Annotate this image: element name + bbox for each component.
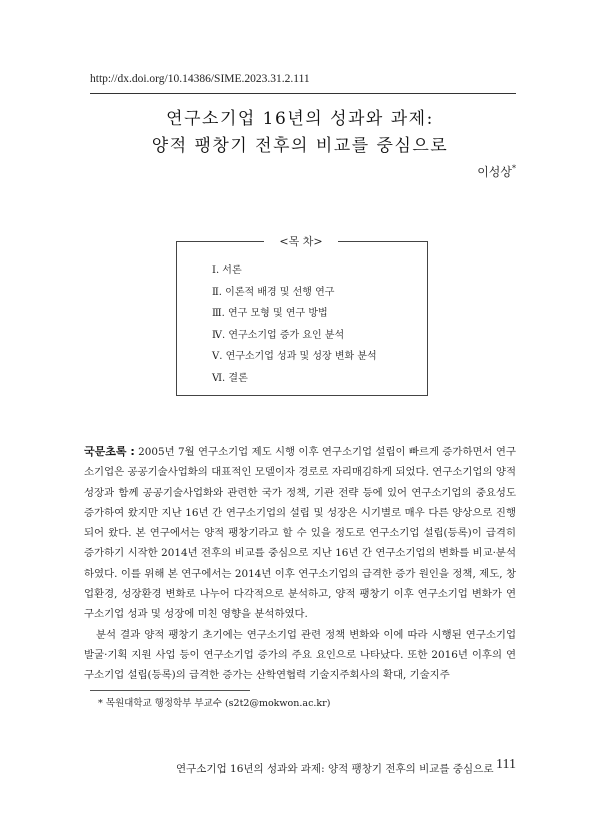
- toc-item: Ⅰ. 서론: [212, 265, 242, 276]
- toc-item: Ⅲ. 연구 모형 및 연구 방법: [212, 308, 328, 319]
- toc-heading: <목 차>: [264, 233, 338, 249]
- doi-link[interactable]: http://dx.doi.org/10.14386/SIME.2023.31.2.111: [90, 73, 310, 85]
- author: [477, 163, 516, 180]
- toc-item: Ⅳ. 연구소기업 증가 요인 분석: [212, 329, 345, 341]
- toc-list: [212, 264, 377, 393]
- toc-item: Ⅴ. 연구소기업 성과 및 성장 변화 분석: [212, 351, 377, 362]
- paper-title-line-1: 연구소기업 16년의 성과와 과제:: [166, 109, 434, 129]
- toc-item: Ⅱ. 이론적 배경 및 선행 연구: [212, 286, 335, 298]
- abstract-paragraph-1: [84, 442, 516, 625]
- paper-title-line-2: 양적 팽창기 전후의 비교를 중심으로: [151, 136, 449, 156]
- page-number: 111: [496, 757, 516, 772]
- author-footnote-mark: *: [512, 164, 516, 173]
- footnote-rule: [90, 690, 250, 691]
- running-footer-title: 연구소기업 16년의 성과와 과제: 양적 팽창기 전후의 비교를 중심으로: [176, 763, 494, 775]
- author-name: 이성상: [477, 165, 512, 179]
- korean-abstract: [84, 442, 516, 686]
- abstract-text-1: 2005년 7월 연구소기업 제도 시행 이후 연구소기업 설립이 빠르게 증가하면서 연구소기업은 공공기술사업화의 대표적인 모델이자 경로로 자리매김하게 되었다. 연구소기업의 양적 성장과 함께 공공기술사업화와 관련한 국가 정책, 기관 전략 등에 있어 연구소기업의 중요성도 증가하여 왔지만 지난 16년 간 연구소기업의 설립 및 성장은 시기별로 매우 다른 양상으로 진행되어 왔다. 본 연구에서는 양적 팽창기라고 할 수 있을 정도로 연구소기업 설립(등록)이 급격히 증가하기 시작한 2014년 전후의 비교를 중심으로 지난 16년 간 연구소기업의 변화를 비교·분석하였다. 이를 위해 본 연구에서는 2014년 이후 연구소기업의 급격한 증가 원인을 정책, 제도, 창업환경, 성장환경 변화로 나누어 다각적으로 분석하고, 양적 팽창기 이후 연구소기업 변화가 연구소기업 성과 및 성장에 미친 영향을 분석하였다.: [84, 446, 516, 621]
- toc-item: Ⅵ. 결론: [212, 372, 248, 384]
- header-rule: [90, 93, 516, 94]
- abstract-label: 국문초록 :: [84, 445, 135, 458]
- abstract-paragraph-2: 분석 결과 양적 팽창기 초기에는 연구소기업 관련 정책 변화와 이에 따라 시행된 연구소기업 발굴·기획 지원 사업 등이 연구소기업 증가의 주요 요인으로 나타났다. 또한 2016년 이후의 연구소기업 설립(등록)의 급격한 증가는 산학연협력 기술지주회사의 확대, 기술지주: [84, 628, 516, 682]
- author-footnote: * 목원대학교 행정학부 부교수 (s2t2@mokwon.ac.kr): [98, 698, 331, 709]
